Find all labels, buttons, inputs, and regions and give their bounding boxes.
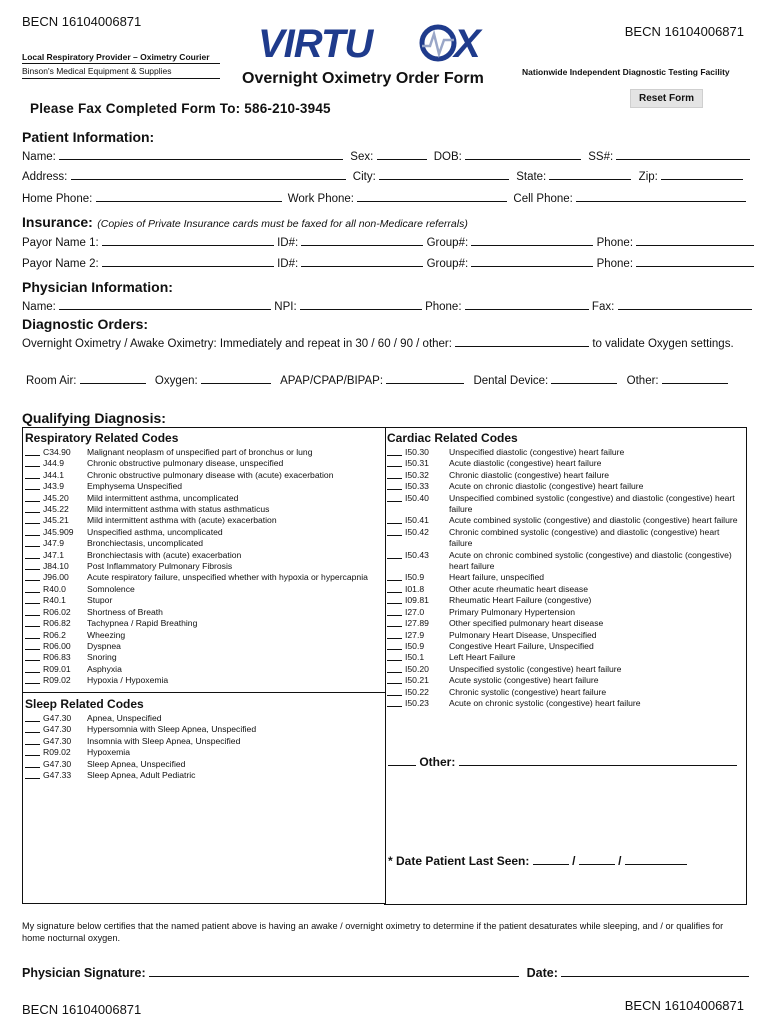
code-description: Unspecified systolic (congestive) heart failure (449, 663, 622, 674)
cardiac-code-item (387, 481, 744, 492)
becn-top-left: BECN 16104006871 (22, 14, 142, 29)
becn-top-right: BECN 16104006871 (624, 24, 744, 39)
respiratory-code-item (25, 493, 383, 504)
cardiac-code-item (387, 652, 744, 663)
oxygen-settings-row (26, 371, 744, 387)
respiratory-code-item (25, 561, 383, 572)
respiratory-code-checkbox[interactable] (25, 652, 40, 661)
respiratory-code-item (25, 470, 383, 481)
code-description: Mild intermittent asthma with (acute) exacerbation (87, 515, 277, 526)
respiratory-code-item (25, 607, 383, 618)
respiratory-code-item (25, 595, 383, 606)
payor1-field[interactable] (102, 233, 274, 246)
dob-field[interactable] (465, 147, 581, 160)
icd-code: J45.22 (43, 504, 69, 515)
icd-code: R06.00 (43, 640, 71, 651)
code-description: Wheezing (87, 629, 126, 640)
cardiac-code-checkbox[interactable] (387, 470, 402, 479)
physician-phone-field[interactable] (465, 297, 589, 310)
patient-row-3 (22, 189, 744, 205)
code-description: Post Inflammatory Pulmonary Fibrosis (87, 561, 233, 572)
icd-code: G47.30 (43, 758, 72, 769)
cardiac-code-item (387, 572, 744, 583)
sleep-code-checkbox[interactable] (25, 736, 40, 745)
sex-field[interactable] (377, 147, 427, 160)
code-description: Chronic obstructive pulmonary disease, unspecified (87, 458, 284, 469)
icd-code: I50.42 (405, 526, 429, 537)
code-description: Mild intermittent asthma with status asthmaticus (87, 504, 270, 515)
cardiac-code-item (387, 687, 744, 698)
code-description: Primary Pulmonary Hypertension (449, 606, 576, 617)
icd-code: G47.30 (43, 713, 72, 723)
respiratory-code-checkbox[interactable] (25, 493, 40, 502)
sleep-codes-title: Sleep Related Codes (25, 697, 144, 711)
respiratory-code-item (25, 550, 383, 561)
cardiac-code-checkbox[interactable] (387, 595, 402, 604)
respiratory-code-checkbox[interactable] (25, 618, 40, 627)
ss-label: SS#: (588, 151, 614, 163)
form-title: Overnight Oximetry Order Form (242, 70, 484, 87)
respiratory-code-list (25, 447, 383, 687)
date-slash: / (618, 854, 622, 868)
cardiac-code-checkbox[interactable] (387, 447, 402, 456)
code-description: Chronic combined systolic (congestive) and diastolic (congestive) heart failure (449, 526, 720, 549)
cardiac-codes-title: Cardiac Related Codes (387, 431, 518, 445)
cardiac-code-item (387, 664, 744, 675)
payor1-phone-label: Phone: (596, 237, 634, 249)
other-order-field[interactable] (662, 371, 728, 384)
code-description: Acute combined systolic (congestive) and diastolic (congestive) heart failure (449, 515, 738, 526)
icd-code: J96.00 (43, 572, 69, 583)
respiratory-code-item (25, 504, 383, 515)
ss-field[interactable] (616, 147, 750, 160)
patient-info-title: Patient Information: (22, 129, 155, 145)
code-description: Emphysema Unspecified (87, 481, 183, 492)
icd-code: I50.1 (405, 652, 425, 663)
work-phone-label: Work Phone: (287, 193, 354, 205)
respiratory-code-checkbox[interactable] (25, 630, 40, 639)
zip-field[interactable] (661, 167, 743, 180)
physician-fax-field[interactable] (618, 297, 752, 310)
icd-code: J47.1 (43, 549, 65, 560)
icd-code: I01.8 (405, 583, 425, 594)
code-description: Chronic systolic (congestive) heart failure (449, 686, 607, 697)
respiratory-code-checkbox[interactable] (25, 561, 40, 570)
respiratory-code-item (25, 675, 383, 686)
respiratory-code-item (25, 630, 383, 641)
icd-code: R06.83 (43, 652, 71, 663)
payor2-phone-label: Phone: (596, 258, 634, 270)
address-label: Address: (22, 171, 68, 183)
payor2-id-field[interactable] (301, 254, 423, 267)
cardiac-code-item (387, 550, 744, 573)
code-description: Tachypnea / Rapid Breathing (87, 618, 198, 629)
cardiac-code-checkbox[interactable] (387, 630, 402, 639)
code-description: Acute on chronic combined systolic (congestive) and diastolic (congestive) heart failure (449, 549, 732, 572)
respiratory-code-item (25, 572, 383, 583)
icd-code: R09.02 (43, 747, 71, 758)
respiratory-code-checkbox[interactable] (25, 584, 40, 593)
icd-code: R09.02 (43, 675, 71, 686)
payor-row-2 (22, 254, 744, 270)
patient-name-field[interactable] (59, 147, 343, 160)
icd-code: I50.32 (405, 469, 429, 480)
icd-code: J84.10 (43, 561, 69, 572)
signature-date-field[interactable] (561, 966, 749, 977)
diagnostic-orders-title: Diagnostic Orders: (22, 316, 149, 332)
cardiac-code-item (387, 447, 744, 458)
physician-name-field[interactable] (59, 297, 271, 310)
physician-fax-label: Fax: (591, 301, 615, 313)
dental-device-label: Dental Device: (473, 375, 549, 387)
cardiac-code-item (387, 470, 744, 481)
dental-device-field[interactable] (551, 371, 617, 384)
icd-code: I50.33 (405, 481, 429, 492)
other-diagnosis-check[interactable] (388, 755, 416, 766)
date-last-seen-label: * Date Patient Last Seen: (388, 854, 530, 868)
icd-code: I50.43 (405, 549, 429, 560)
icd-code: R40.0 (43, 583, 66, 594)
cardiac-code-item (387, 675, 744, 686)
cardiac-code-item (387, 607, 744, 618)
code-description: Malignant neoplasm of unspecified part of bronchus or lung (87, 447, 313, 457)
respiratory-code-item (25, 458, 383, 469)
cardiac-code-item (387, 698, 744, 709)
physician-row (22, 297, 744, 313)
cardiac-code-checkbox[interactable] (387, 652, 402, 661)
respiratory-code-checkbox[interactable] (25, 641, 40, 650)
icd-code: I50.41 (405, 515, 429, 526)
code-description: Acute respiratory failure, unspecified whether with hypoxia or hypercapnia (87, 572, 368, 583)
icd-code: I50.9 (405, 640, 425, 651)
certification-text: My signature below certifies that the named patient above is having an awake / overnight oximetry to determine if the patient desaturates while sleeping, and / or qualifies for home nocturnal oxygen. (22, 921, 724, 943)
icd-code: I50.21 (405, 675, 429, 686)
cell-phone-label: Cell Phone: (513, 193, 573, 205)
icd-code: I27.9 (405, 629, 425, 640)
code-description: Hypersomnia with Sleep Apnea, Unspecified (87, 724, 257, 735)
city-field[interactable] (379, 167, 509, 180)
icd-code: R06.2 (43, 629, 66, 640)
cardiac-code-checkbox[interactable] (387, 675, 402, 684)
payor2-group-label: Group#: (426, 258, 469, 270)
oxygen-field[interactable] (201, 371, 271, 384)
code-description: Dyspnea (87, 640, 121, 651)
other-diagnosis-label: Other: (419, 755, 456, 769)
validate-text: to validate Oxygen settings. (592, 338, 734, 350)
cardiac-code-item (387, 515, 744, 526)
provider-line1: Local Respiratory Provider – Oximetry Courier (22, 52, 220, 64)
code-description: Hypoxia / Hypoxemia (87, 675, 169, 686)
code-description: Acute diastolic (congestive) heart failure (449, 458, 602, 469)
icd-code: R09.01 (43, 663, 71, 674)
payor2-field[interactable] (102, 254, 274, 267)
icd-code: J45.20 (43, 492, 69, 503)
icd-code: R40.1 (43, 595, 66, 606)
respiratory-code-item (25, 515, 383, 526)
cardiac-code-checkbox[interactable] (387, 527, 402, 536)
code-description: Congestive Heart Failure, Unspecified (449, 640, 594, 651)
room-air-field[interactable] (80, 371, 146, 384)
state-field[interactable] (549, 167, 631, 180)
physician-info-title: Physician Information: (22, 279, 173, 295)
code-description: Chronic obstructive pulmonary disease with (acute) exacerbation (87, 469, 334, 480)
cardiac-code-item (387, 493, 744, 516)
code-description: Acute on chronic systolic (congestive) heart failure (449, 697, 641, 708)
signature-row (22, 966, 749, 980)
respiratory-code-checkbox[interactable] (25, 675, 40, 684)
cardiac-code-checkbox[interactable] (387, 687, 402, 696)
respiratory-code-item (25, 618, 383, 629)
cardiac-code-item (387, 584, 744, 595)
sleep-code-checkbox[interactable] (25, 759, 40, 768)
cardiac-code-checkbox[interactable] (387, 493, 402, 502)
apap-label: APAP/CPAP/BIPAP: (280, 375, 384, 387)
code-description: Shortness of Breath (87, 606, 163, 617)
cardiac-code-list (387, 447, 744, 709)
cardiac-code-checkbox[interactable] (387, 515, 402, 524)
respiratory-code-checkbox[interactable] (25, 447, 40, 456)
physician-phone-label: Phone: (425, 301, 462, 313)
sleep-code-checkbox[interactable] (25, 747, 40, 756)
code-description: Pulmonary Heart Disease, Unspecified (449, 629, 597, 640)
cardiac-code-checkbox[interactable] (387, 618, 402, 627)
icd-code: I50.23 (405, 697, 429, 708)
icd-code: I50.31 (405, 458, 429, 469)
qualifying-diagnosis-title: Qualifying Diagnosis: (22, 410, 166, 426)
code-description: Bronchiectasis with (acute) exacerbation (87, 549, 242, 560)
cardiac-code-checkbox[interactable] (387, 698, 402, 707)
respiratory-code-item (25, 641, 383, 652)
insurance-title: Insurance: (22, 214, 93, 230)
icd-code: I50.9 (405, 572, 425, 583)
insurance-header (22, 214, 468, 232)
provider-line2: Binson's Medical Equipment & Supplies (22, 66, 220, 79)
date-last-seen-row (388, 854, 687, 868)
oxygen-label: Oxygen: (154, 375, 198, 387)
code-description: Apnea, Unspecified (87, 713, 162, 723)
respiratory-code-checkbox[interactable] (25, 664, 40, 673)
cardiac-code-checkbox[interactable] (387, 641, 402, 650)
payor-row-1 (22, 233, 744, 249)
icd-code: I50.20 (405, 663, 429, 674)
signature-date-label: Date: (526, 966, 558, 980)
code-description: Other acute rheumatic heart disease (449, 583, 589, 594)
becn-bottom-right: BECN 16104006871 (624, 998, 744, 1013)
state-label: State: (516, 171, 547, 183)
respiratory-code-checkbox[interactable] (25, 481, 40, 490)
last-seen-year-field[interactable] (625, 854, 687, 865)
sleep-code-checkbox[interactable] (25, 713, 40, 722)
code-description: Unspecified asthma, uncomplicated (87, 526, 223, 537)
sleep-code-item (25, 759, 383, 770)
cardiac-code-checkbox[interactable] (387, 607, 402, 616)
icd-code: R06.82 (43, 618, 71, 629)
patient-row-2 (22, 167, 744, 183)
date-slash: / (572, 854, 576, 868)
cardiac-code-item (387, 618, 744, 629)
sleep-code-item (25, 736, 383, 747)
sleep-code-item (25, 770, 383, 781)
respiratory-code-item (25, 527, 383, 538)
sleep-code-item (25, 747, 383, 758)
insurance-note: (Copies of Private Insurance cards must be faxed for all non-Medicare referrals) (97, 218, 468, 230)
code-description: Unspecified diastolic (congestive) heart failure (449, 447, 625, 457)
home-phone-label: Home Phone: (22, 193, 93, 205)
icd-code: G47.30 (43, 735, 72, 746)
respiratory-code-item (25, 538, 383, 549)
cell-phone-field[interactable] (576, 189, 746, 202)
last-seen-month-field[interactable] (533, 854, 569, 865)
code-description: Hypoxemia (87, 747, 130, 758)
code-description: Insomnia with Sleep Apnea, Unspecified (87, 735, 241, 746)
dob-label: DOB: (433, 151, 462, 163)
cardiac-code-checkbox[interactable] (387, 481, 402, 490)
code-description: Acute on chronic diastolic (congestive) heart failure (449, 481, 644, 492)
physician-signature-label: Physician Signature: (22, 966, 146, 980)
respiratory-code-item (25, 584, 383, 595)
icd-code: I50.30 (405, 447, 429, 457)
becn-bottom-left: BECN 16104006871 (22, 1002, 142, 1017)
icd-code: J43.9 (43, 481, 65, 492)
room-air-label: Room Air: (26, 375, 77, 387)
name-label: Name: (22, 151, 56, 163)
icd-code: I50.22 (405, 686, 429, 697)
cardiac-code-item (387, 458, 744, 469)
respiratory-code-checkbox[interactable] (25, 538, 40, 547)
icd-code: J45.909 (43, 526, 74, 537)
respiratory-codes-title: Respiratory Related Codes (25, 431, 179, 445)
payor2-group-field[interactable] (471, 254, 593, 267)
cardiac-code-item (387, 641, 744, 652)
respiratory-code-item (25, 664, 383, 675)
payor1-group-label: Group#: (426, 237, 469, 249)
other-diagnosis-field[interactable] (459, 755, 737, 766)
last-seen-day-field[interactable] (579, 854, 615, 865)
respiratory-code-checkbox[interactable] (25, 527, 40, 536)
respiratory-code-checkbox[interactable] (25, 470, 40, 479)
code-description: Other specified pulmonary heart disease (449, 618, 604, 629)
icd-code: G47.33 (43, 770, 72, 781)
payor1-phone-field[interactable] (636, 233, 754, 246)
city-label: City: (352, 171, 376, 183)
physician-signature-field[interactable] (149, 966, 519, 977)
icd-code: I50.40 (405, 492, 429, 503)
code-description: Chronic diastolic (congestive) heart failure (449, 469, 610, 480)
respiratory-code-checkbox[interactable] (25, 607, 40, 616)
code-description: Unspecified combined systolic (congestive) and diastolic (congestive) heart failure (449, 492, 735, 515)
sleep-code-list (25, 713, 383, 781)
payor2-id-label: ID#: (277, 258, 299, 270)
icd-code: I27.0 (405, 606, 425, 617)
work-phone-field[interactable] (357, 189, 507, 202)
payor2-phone-field[interactable] (636, 254, 754, 267)
code-description: Snoring (87, 652, 117, 663)
apap-field[interactable] (386, 371, 464, 384)
physician-name-label: Name: (22, 301, 56, 313)
other-order-label: Other: (626, 375, 659, 387)
patient-row-1 (22, 147, 744, 163)
code-description: Somnolence (87, 583, 135, 594)
cardiac-code-item (387, 595, 744, 606)
respiratory-code-checkbox[interactable] (25, 504, 40, 513)
sleep-code-item (25, 713, 383, 724)
cardiac-code-item (387, 527, 744, 550)
cardiac-code-checkbox[interactable] (387, 572, 402, 581)
icd-code: J47.9 (43, 538, 65, 549)
cardiac-code-checkbox[interactable] (387, 664, 402, 673)
svg-text:VIRTU: VIRTU (258, 22, 373, 64)
icd-code: I09.81 (405, 595, 429, 606)
icd-code: G47.30 (43, 724, 72, 735)
code-description: Rheumatic Heart Failure (congestive) (449, 595, 592, 606)
cardiac-code-checkbox[interactable] (387, 550, 402, 559)
code-description: Sleep Apnea, Adult Pediatric (87, 770, 196, 781)
code-description: Stupor (87, 595, 113, 606)
cardiac-code-checkbox[interactable] (387, 584, 402, 593)
svg-text:X: X (454, 22, 481, 64)
home-phone-field[interactable] (96, 189, 282, 202)
respiratory-code-checkbox[interactable] (25, 572, 40, 581)
code-description: Mild intermittent asthma, uncomplicated (87, 492, 239, 503)
zip-label: Zip: (638, 171, 658, 183)
payor1-id-label: ID#: (277, 237, 299, 249)
code-description: Acute systolic (congestive) heart failure (449, 675, 599, 686)
code-description: Bronchiectasis, uncomplicated (87, 538, 204, 549)
payor1-id-field[interactable] (301, 233, 423, 246)
icd-code: J44.9 (43, 458, 65, 469)
cardiac-code-item (387, 630, 744, 641)
repeat-other-field[interactable] (455, 334, 589, 347)
sleep-code-item (25, 724, 383, 735)
sex-label: Sex: (350, 151, 374, 163)
facility-label: Nationwide Independent Diagnostic Testing Facility (522, 67, 730, 77)
cardiac-code-checkbox[interactable] (387, 458, 402, 467)
code-description: Asphyxia (87, 663, 122, 674)
respiratory-code-checkbox[interactable] (25, 458, 40, 467)
respiratory-code-item (25, 447, 383, 458)
code-description: Heart failure, unspecified (449, 572, 545, 583)
sleep-code-checkbox[interactable] (25, 770, 40, 779)
code-description: Sleep Apnea, Unspecified (87, 758, 186, 769)
code-description: Left Heart Failure (449, 652, 516, 663)
address-field[interactable] (71, 167, 346, 180)
respiratory-code-checkbox[interactable] (25, 515, 40, 524)
payor1-label: Payor Name 1: (22, 237, 99, 249)
oximetry-order-text: Overnight Oximetry / Awake Oximetry: Immediately and repeat in 30 / 60 / 90 / other: (22, 338, 452, 350)
other-diagnosis-row (388, 755, 737, 769)
respiratory-code-item (25, 481, 383, 492)
npi-label: NPI: (274, 301, 297, 313)
payor1-group-field[interactable] (471, 233, 593, 246)
virtuox-logo (258, 22, 494, 64)
respiratory-code-item (25, 652, 383, 663)
icd-code: C34.90 (43, 447, 71, 457)
icd-code: R06.02 (43, 606, 71, 617)
fax-instruction: Please Fax Completed Form To: 586-210-3945 (30, 101, 331, 116)
respiratory-code-checkbox[interactable] (25, 595, 40, 604)
icd-code: J44.1 (43, 469, 65, 480)
payor2-label: Payor Name 2: (22, 258, 99, 270)
reset-form-button[interactable]: Reset Form (630, 89, 703, 108)
sleep-code-checkbox[interactable] (25, 724, 40, 733)
diagnostic-orders-row (22, 334, 744, 350)
respiratory-code-checkbox[interactable] (25, 550, 40, 559)
icd-code: J45.21 (43, 515, 69, 526)
icd-code: I27.89 (405, 618, 429, 629)
npi-field[interactable] (300, 297, 422, 310)
